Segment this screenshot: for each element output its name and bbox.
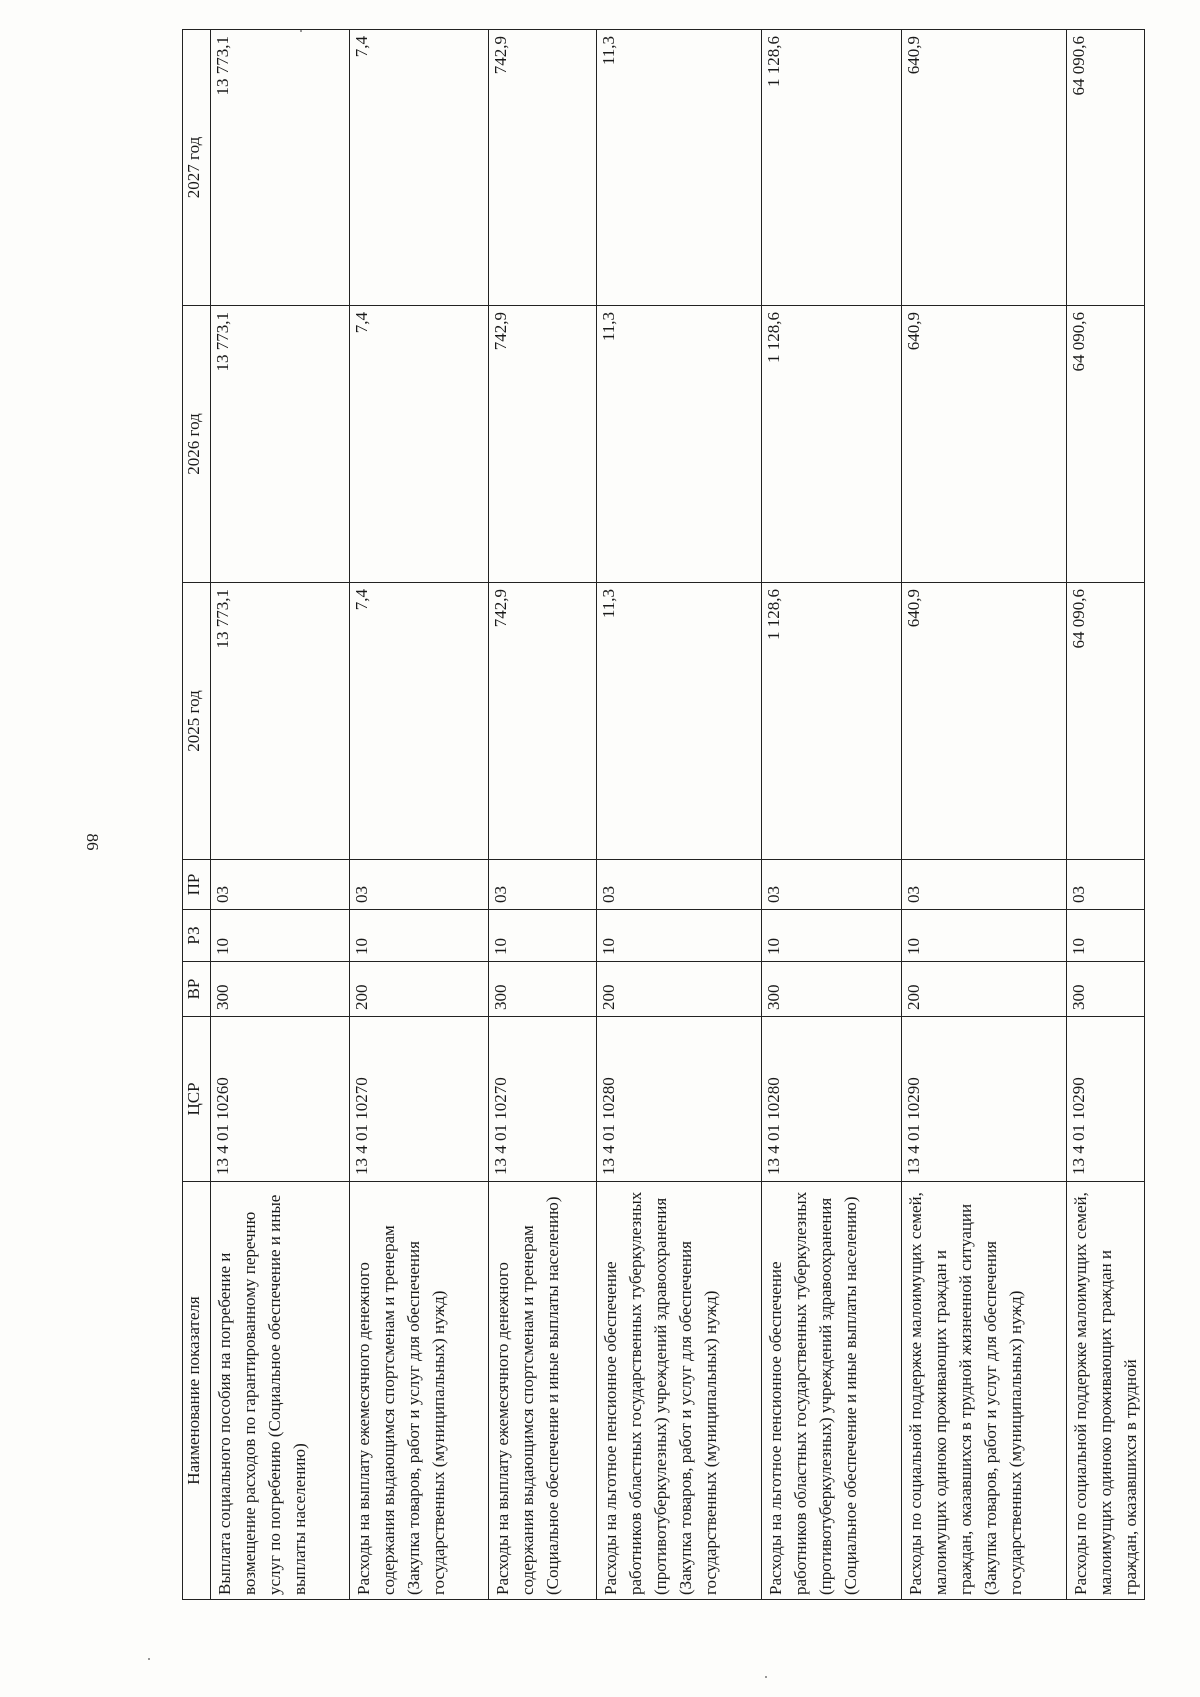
- row-pr: 03: [489, 860, 597, 910]
- row-vr: 200: [597, 962, 762, 1017]
- row-name: Расходы на выплату ежемесячного денежного содержания выдающимся спортсменам и тренерам (Закупка товаров, работ и услуг для обеспечения государственных (муниципальных) нужд): [350, 1182, 489, 1600]
- row-pr: 03: [902, 860, 1067, 910]
- row-rz: 10: [211, 910, 350, 962]
- row-csr: 13 4 01 10260: [211, 1017, 350, 1182]
- row-name: Расходы на выплату ежемесячного денежного содержания выдающимся спортсменам и тренерам (Социальное обеспечение и иные выплаты населению): [489, 1182, 597, 1600]
- row-2026: 742,9: [489, 306, 597, 583]
- header-2027: 2027 год: [183, 30, 211, 306]
- row-2025: 64 090,6: [1067, 583, 1145, 860]
- row-pr: 03: [762, 860, 902, 910]
- row-2026: 64 090,6: [1067, 306, 1145, 583]
- row-2025: 13 773,1: [211, 583, 350, 860]
- row-2025: 1 128,6: [762, 583, 902, 860]
- row-csr: 13 4 01 10290: [902, 1017, 1067, 1182]
- row-2027: 742,9: [489, 30, 597, 306]
- row-2026: 13 773,1: [211, 306, 350, 583]
- header-name: Наименование показателя: [183, 1182, 211, 1600]
- table-row: [1067, 30, 1145, 1600]
- table-row: [489, 30, 597, 1600]
- row-2027: 11,3: [597, 30, 762, 306]
- scan-speck: [300, 30, 302, 32]
- row-name: Расходы по социальной поддержке малоимущих семей, малоимущих одиноко проживающих граждан и граждан, оказавшихся в трудной: [1067, 1182, 1145, 1600]
- row-2025: 11,3: [597, 583, 762, 860]
- row-rz: 10: [762, 910, 902, 962]
- header-2025: 2025 год: [183, 583, 211, 860]
- row-2026: 1 128,6: [762, 306, 902, 583]
- row-2025: 742,9: [489, 583, 597, 860]
- row-2027: 640,9: [902, 30, 1067, 306]
- row-csr: 13 4 01 10280: [762, 1017, 902, 1182]
- row-name: Расходы по социальной поддержке малоимущих семей, малоимущих одиноко проживающих граждан и граждан, оказавшихся в трудной жизненной ситуации (Закупка товаров, работ и услуг для обеспечения государственных (муниципальных) нужд): [902, 1182, 1067, 1600]
- table-row: [211, 30, 350, 1600]
- header-rz: РЗ: [183, 910, 211, 962]
- scan-speck: [765, 1676, 767, 1678]
- row-2025: 640,9: [902, 583, 1067, 860]
- row-csr: 13 4 01 10280: [597, 1017, 762, 1182]
- row-2025: 7,4: [350, 583, 489, 860]
- table-row: [762, 30, 902, 1600]
- budget-table: [182, 29, 1145, 1600]
- scan-speck: [148, 1658, 150, 1660]
- row-rz: 10: [902, 910, 1067, 962]
- row-name: Выплата социального пособия на погребение и возмещение расходов по гарантированному перечню услуг по погребению (Социальное обеспечение и иные выплаты населению): [211, 1182, 350, 1600]
- row-pr: 03: [211, 860, 350, 910]
- row-2027: 7,4: [350, 30, 489, 306]
- row-rz: 10: [489, 910, 597, 962]
- row-rz: 10: [1067, 910, 1145, 962]
- header-csr: ЦСР: [183, 1017, 211, 1182]
- row-csr: 13 4 01 10270: [350, 1017, 489, 1182]
- table-row: [350, 30, 489, 1600]
- table-row: [902, 30, 1067, 1600]
- table-row: [597, 30, 762, 1600]
- page-number: 86: [83, 833, 102, 851]
- row-vr: 300: [489, 962, 597, 1017]
- row-2027: 1 128,6: [762, 30, 902, 306]
- row-pr: 03: [1067, 860, 1145, 910]
- row-name: Расходы на льготное пенсионное обеспечение работников областных государственных туберкулезных (противотуберкулезных) учреждений здравоохранения (Социальное обеспечение и иные выплаты населению): [762, 1182, 902, 1600]
- row-csr: 13 4 01 10290: [1067, 1017, 1145, 1182]
- row-vr: 300: [762, 962, 902, 1017]
- row-2026: 640,9: [902, 306, 1067, 583]
- row-pr: 03: [350, 860, 489, 910]
- table-header-row: [183, 30, 211, 1600]
- rotated-table-wrapper: [182, 30, 1140, 1600]
- row-rz: 10: [350, 910, 489, 962]
- row-2027: 13 773,1: [211, 30, 350, 306]
- row-vr: 300: [1067, 962, 1145, 1017]
- row-2026: 11,3: [597, 306, 762, 583]
- row-rz: 10: [597, 910, 762, 962]
- row-2027: 64 090,6: [1067, 30, 1145, 306]
- header-2026: 2026 год: [183, 306, 211, 583]
- row-vr: 200: [350, 962, 489, 1017]
- row-vr: 300: [211, 962, 350, 1017]
- header-pr: ПР: [183, 860, 211, 910]
- row-pr: 03: [597, 860, 762, 910]
- row-2026: 7,4: [350, 306, 489, 583]
- row-name: Расходы на льготное пенсионное обеспечение работников областных государственных туберкулезных (противотуберкулезных) учреждений здравоохранения (Закупка товаров, работ и услуг для обеспечения государственных (муниципальных) нужд): [597, 1182, 762, 1600]
- row-vr: 200: [902, 962, 1067, 1017]
- header-vr: ВР: [183, 962, 211, 1017]
- row-csr: 13 4 01 10270: [489, 1017, 597, 1182]
